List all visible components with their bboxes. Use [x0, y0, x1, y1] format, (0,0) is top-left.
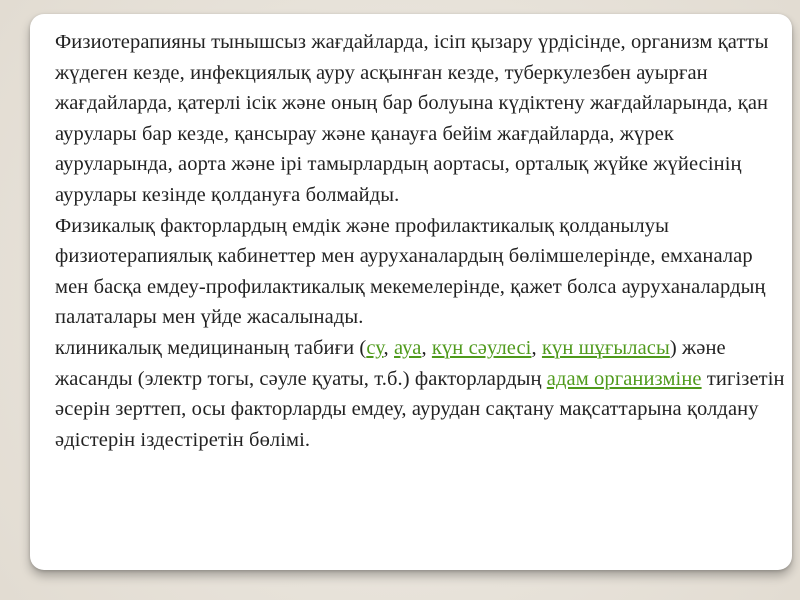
slide-text [55, 27, 790, 455]
link-air[interactable]: ауа [394, 336, 422, 359]
text-segment: тигізетін әсерін зерттеп, осы факторларды емдеу, аурудан сақтану мақсаттарына қолдану әдістерін іздестіретін бөлімі. [55, 367, 785, 451]
paragraph-usage: Физикалық факторлардың емдік және профилактикалық қолданылуы физиотерапиялық кабинеттер мен ауруханалардың бөлімшелерінде, емханалар мен басқа емдеу-профилактикалық мекемелерінде, қажет болса ауруханалардың палаталары мен үйде жасалынады. [55, 214, 766, 329]
link-human-organism[interactable]: адам организміне [546, 367, 702, 390]
text-segment: , [383, 336, 394, 359]
text-segment: клиникалық медицинаның табиғи ( [55, 336, 367, 359]
text-segment: , [421, 336, 432, 359]
link-sunlight[interactable]: күн сәулесі [431, 336, 532, 359]
text-segment: , [531, 336, 542, 359]
link-water[interactable]: су [366, 336, 384, 359]
paragraph-contraindications: Физиотерапияны тынышсыз жағдайларда, ісіп қызару үрдісінде, организм қатты жүдеген кезде, инфекциялық ауру асқынған кезде, туберкулезбен ауырған жағдайларда, қатерлі ісік және оның бар болуына күдіктену жағдайларында, қан аурулары бар кезде, қансырау және қанауға бейім жағдайларда, жүрек ауруларында, аорта және ірі тамырлардың аортасы, орталық жүйке жүйесінің аурулары кезінде қолдануға болмайды. [55, 31, 769, 206]
text-segment: ) және жасанды (электр тогы, сәуле қуаты, т.б.) факторлардың [55, 336, 726, 390]
paragraph-definition [55, 333, 790, 455]
link-sun-radiation[interactable]: күн шұғыласы [541, 336, 670, 359]
